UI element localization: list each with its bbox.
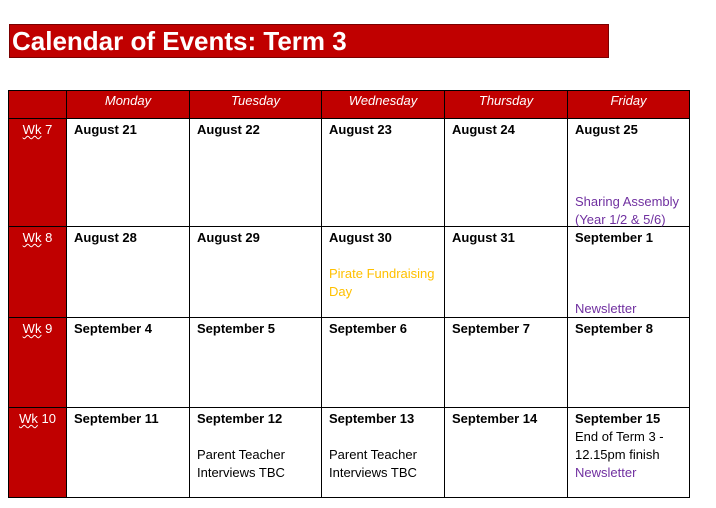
date-label: August 28	[74, 230, 137, 245]
corner-cell	[9, 91, 67, 119]
day-cell	[322, 318, 445, 408]
day-cell	[190, 408, 322, 498]
date-label: August 22	[197, 122, 260, 137]
date-label: September 8	[575, 321, 654, 336]
date-label: September 6	[329, 321, 408, 336]
day-cell	[322, 227, 445, 318]
event-end-of-term	[575, 428, 664, 482]
day-header-tuesday: Tuesday	[190, 91, 322, 119]
event-line: (Year 1/2 & 5/6)	[575, 212, 666, 227]
day-header-thursday: Thursday	[445, 91, 568, 119]
event-line: End of Term 3 -	[575, 429, 664, 444]
date-label: September 5	[197, 321, 276, 336]
day-cell	[568, 408, 690, 498]
event-newsletter: Newsletter	[575, 465, 637, 480]
day-cell	[322, 408, 445, 498]
day-cell	[568, 318, 690, 408]
week-row	[9, 119, 690, 227]
calendar-table	[8, 90, 690, 498]
date-label: August 24	[452, 122, 515, 137]
day-cell	[67, 318, 190, 408]
event-parent-teacher-interviews	[329, 446, 417, 482]
week-number: 10	[41, 411, 56, 426]
date-label: September 14	[452, 411, 538, 426]
day-header-wednesday: Wednesday	[322, 91, 445, 119]
week-word: Wk	[22, 122, 42, 137]
week-label	[9, 318, 67, 408]
event-newsletter: Newsletter	[575, 301, 637, 316]
date-label: August 31	[452, 230, 515, 245]
day-cell	[190, 227, 322, 318]
date-label: August 23	[329, 122, 392, 137]
week-number: 8	[45, 230, 53, 245]
date-label: September 4	[74, 321, 153, 336]
day-cell	[67, 227, 190, 318]
event-line: Parent Teacher	[197, 447, 285, 462]
date-label: September 13	[329, 411, 415, 426]
date-label: September 7	[452, 321, 531, 336]
day-cell	[322, 119, 445, 227]
date-label: September 11	[74, 411, 159, 426]
week-label	[9, 408, 67, 498]
date-label: August 29	[197, 230, 260, 245]
week-row	[9, 408, 690, 498]
week-word: Wk	[22, 321, 42, 336]
event-pirate-fundraising	[329, 265, 435, 301]
week-word: Wk	[22, 230, 42, 245]
day-cell	[568, 119, 690, 227]
event-line: Interviews TBC	[197, 465, 285, 480]
date-label: September 15	[575, 411, 661, 426]
event-line: Sharing Assembly	[575, 194, 680, 209]
event-parent-teacher-interviews	[197, 446, 285, 482]
day-header-monday: Monday	[67, 91, 190, 119]
week-word: Wk	[19, 411, 38, 426]
event-line: Interviews TBC	[329, 465, 417, 480]
day-cell	[445, 227, 568, 318]
event-line: Day	[329, 284, 353, 299]
day-header-row	[9, 91, 690, 119]
week-number: 9	[45, 321, 53, 336]
week-row	[9, 318, 690, 408]
week-number: 7	[45, 122, 53, 137]
day-cell	[190, 119, 322, 227]
date-label: August 21	[74, 122, 137, 137]
week-label	[9, 227, 67, 318]
week-row	[9, 227, 690, 318]
day-cell	[445, 119, 568, 227]
event-line: 12.15pm finish	[575, 447, 660, 462]
date-label: August 30	[329, 230, 392, 245]
date-label: August 25	[575, 122, 638, 137]
event-line: Pirate Fundraising	[329, 266, 435, 281]
date-label: September 1	[575, 230, 654, 245]
page-title: Calendar of Events: Term 3	[9, 24, 609, 58]
day-header-friday: Friday	[568, 91, 690, 119]
event-sharing-assembly	[575, 193, 679, 229]
date-label: September 12	[197, 411, 283, 426]
week-label	[9, 119, 67, 227]
day-cell	[67, 408, 190, 498]
event-line: Parent Teacher	[329, 447, 417, 462]
day-cell	[190, 318, 322, 408]
day-cell	[445, 318, 568, 408]
day-cell	[445, 408, 568, 498]
day-cell	[568, 227, 690, 318]
day-cell	[67, 119, 190, 227]
